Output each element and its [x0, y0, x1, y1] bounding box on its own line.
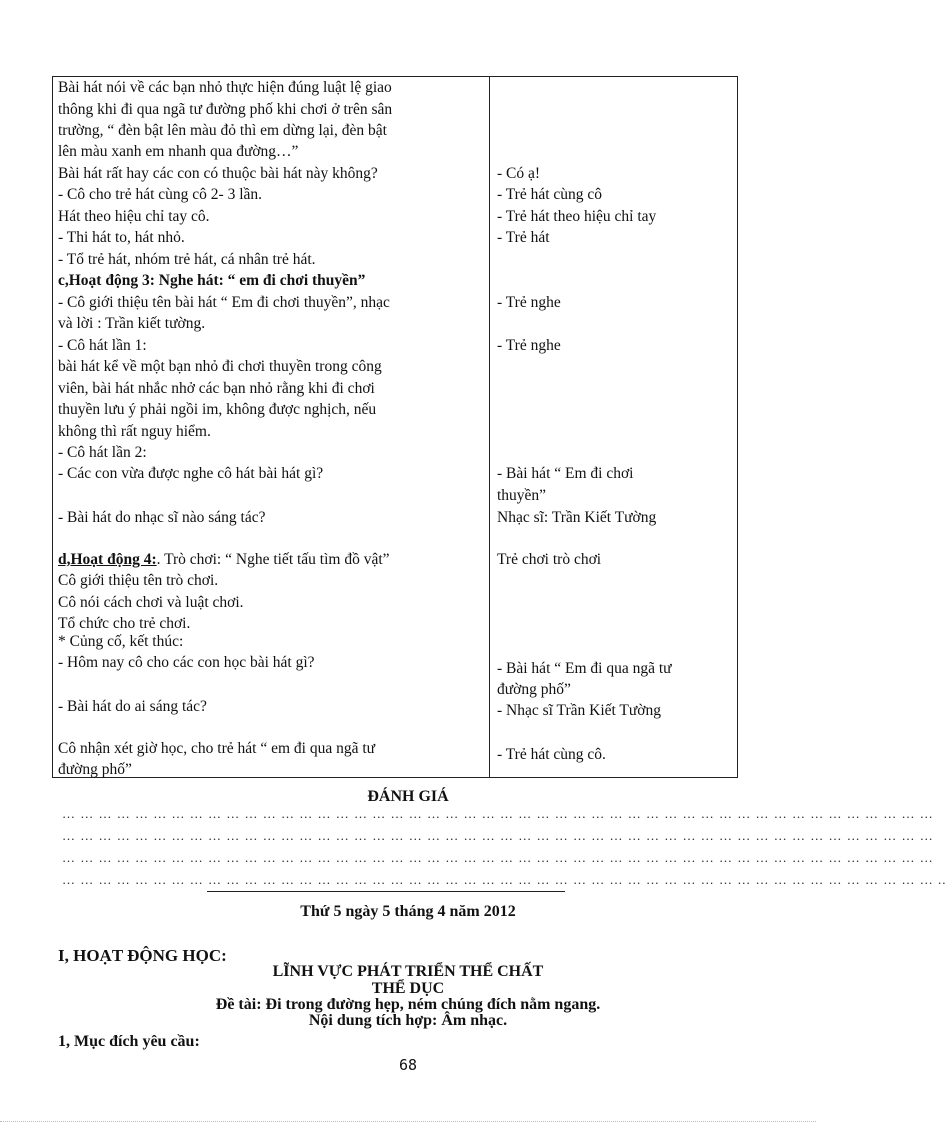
left-line: - Tổ trẻ hát, nhóm trẻ hát, cá nhân trẻ hát.: [58, 251, 316, 268]
left-line: - Cô hát lần 2:: [58, 444, 147, 461]
right-line: Trẻ chơi trò chơi: [497, 551, 602, 568]
right-line: - Bài hát “ Em đi qua ngã tư: [497, 660, 672, 677]
left-line: lên màu xanh em nhanh qua đường…”: [58, 143, 299, 160]
separator-line: [207, 891, 565, 892]
evaluation-title: ĐÁNH GIÁ: [367, 788, 449, 805]
section-heading: I, HOẠT ĐỘNG HỌC:: [58, 946, 227, 965]
activity-3-heading: c,Hoạt động 3: Nghe hát: “ em đi chơi thuyền”: [58, 272, 366, 289]
left-line: thông khi đi qua ngã tư đường phố khi chơi ở trên sân: [58, 101, 393, 118]
right-line: thuyền”: [497, 487, 547, 504]
topic-heading: Đề tài: Đi trong đường hẹp, ném chúng đích nằm ngang.: [215, 996, 601, 1013]
integration-heading: Nội dung tích hợp: Âm nhạc.: [308, 1012, 508, 1029]
date-heading: Thứ 5 ngày 5 tháng 4 năm 2012: [300, 903, 516, 920]
left-line: bài hát kể về một bạn nhỏ đi chơi thuyền trong công: [58, 358, 382, 375]
right-line: - Bài hát “ Em đi chơi: [497, 465, 634, 482]
left-line: Hát theo hiệu chỉ tay cô.: [58, 208, 210, 225]
left-line: Cô nhận xét giờ học, cho trẻ hát “ em đi qua ngã tư: [58, 740, 376, 757]
left-line: Cô giới thiệu tên trò chơi.: [58, 572, 219, 589]
right-line: - Trẻ nghe: [497, 294, 561, 311]
field-heading: LĨNH VỰC PHÁT TRIỂN THỂ CHẤT: [272, 963, 544, 980]
left-line: - Thi hát to, hát nhỏ.: [58, 229, 185, 246]
left-line: Tổ chức cho trẻ chơi.: [58, 615, 191, 632]
left-line: * Củng cố, kết thúc:: [58, 633, 184, 650]
right-line: Nhạc sĩ: Trần Kiết Tường: [497, 509, 657, 526]
left-line: viên, bài hát nhắc nhở các bạn nhỏ rằng khi đi chơi: [58, 380, 375, 397]
activity-4-title: . Trò chơi: “ Nghe tiết tấu tìm đồ vật”: [156, 551, 390, 568]
evaluation-dots: … … … … … … … … … … … … … … … … … … … … … … … … … … … … … … … … … … … … … … … … … … … … … … … … ..: [62, 872, 947, 887]
left-line: - Cô giới thiệu tên bài hát “ Em đi chơi thuyền”, nhạc: [58, 294, 390, 311]
evaluation-dots: … … … … … … … … … … … … … … … … … … … … … … … … … … … … … … … … … … … … … … … … … … … … … … … …: [62, 828, 934, 843]
left-line: Cô nói cách chơi và luật chơi.: [58, 594, 244, 611]
left-line: - Cô hát lần 1:: [58, 337, 147, 354]
right-line: - Trẻ hát cùng cô: [497, 186, 603, 203]
left-line: thuyền lưu ý phải ngồi im, không được nghịch, nếu: [58, 401, 377, 418]
left-line: trường, “ đèn bật lên màu đỏ thì em dừng lại, đèn bật: [58, 122, 387, 139]
right-line: - Nhạc sĩ Trần Kiết Tường: [497, 702, 661, 719]
right-line: đường phố”: [497, 681, 571, 698]
left-line: - Bài hát do ai sáng tác?: [58, 698, 207, 715]
activity-4-heading: d,Hoạt động 4:: [58, 551, 157, 568]
evaluation-dots: … … … … … … … … … … … … … … … … … … … … … … … … … … … … … … … … … … … … … … … … … … … … … … … …: [62, 806, 934, 821]
left-line: - Các con vừa được nghe cô hát bài hát gì?: [58, 465, 324, 482]
activity-4-line: [58, 550, 390, 570]
right-line: - Trẻ hát: [497, 229, 550, 246]
right-line: - Trẻ hát cùng cô.: [497, 746, 606, 763]
page-number: 68: [398, 1056, 418, 1074]
left-line: - Hôm nay cô cho các con học bài hát gì?: [58, 654, 315, 671]
left-line: không thì rất nguy hiểm.: [58, 423, 211, 440]
left-line: đường phố”: [58, 761, 132, 778]
goal-heading: 1, Mục đích yêu cầu:: [58, 1033, 200, 1050]
right-line: - Có ạ!: [497, 165, 541, 182]
left-line: Bài hát nói về các bạn nhỏ thực hiện đúng luật lệ giao: [58, 79, 392, 96]
subject-heading: THỂ DỤC: [371, 980, 445, 997]
left-line: - Bài hát do nhạc sĩ nào sáng tác?: [58, 509, 266, 526]
left-line: và lời : Trần kiết tường.: [58, 315, 206, 332]
table-column-divider: [489, 76, 490, 778]
left-line: Bài hát rất hay các con có thuộc bài hát này không?: [58, 165, 378, 182]
right-line: - Trẻ hát theo hiệu chỉ tay: [497, 208, 657, 225]
left-line: - Cô cho trẻ hát cùng cô 2- 3 lần.: [58, 186, 263, 203]
right-line: - Trẻ nghe: [497, 337, 561, 354]
evaluation-dots: … … … … … … … … … … … … … … … … … … … … … … … … … … … … … … … … … … … … … … … … … … … … … … … …: [62, 850, 934, 865]
